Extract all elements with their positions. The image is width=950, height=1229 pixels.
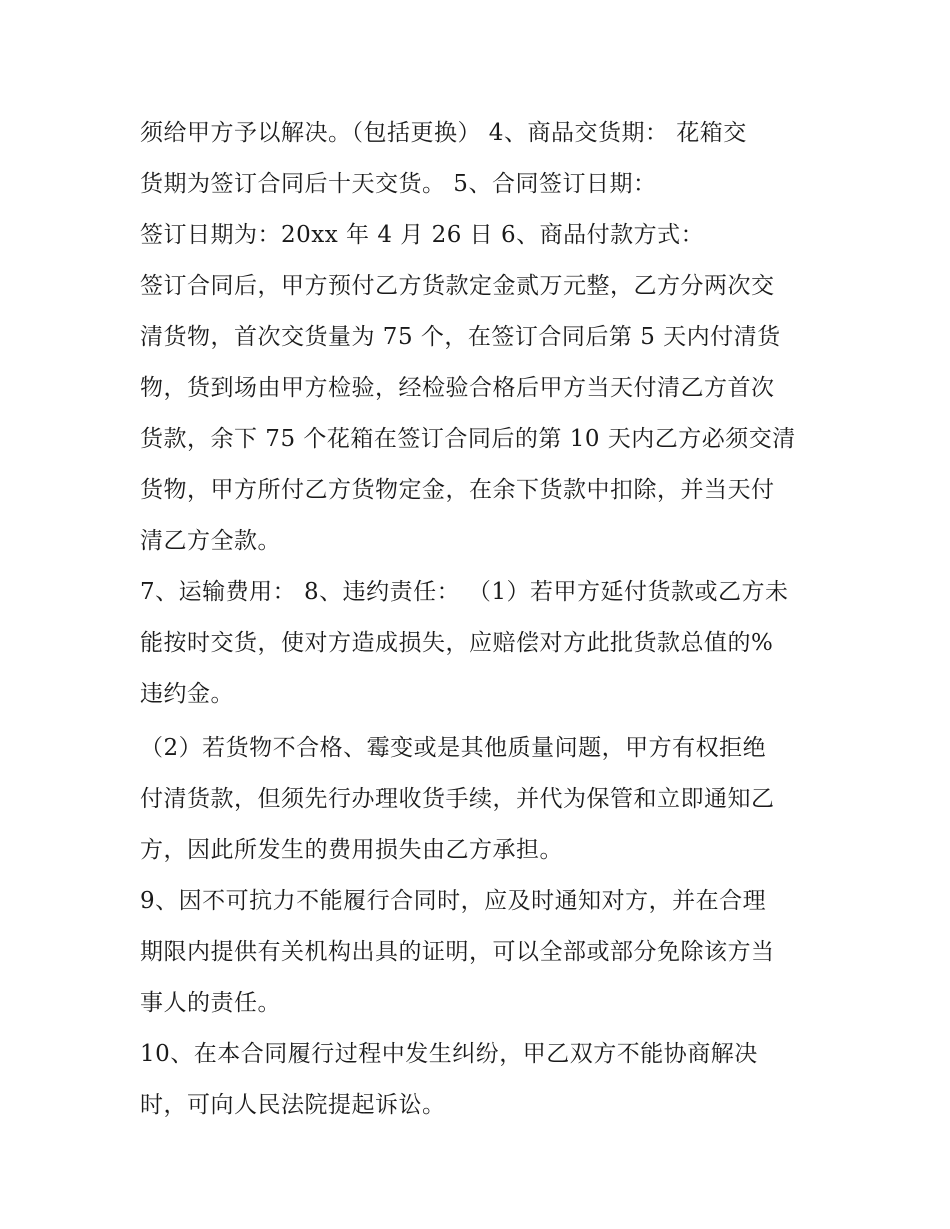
text-line: 时，可向人民法院提起诉讼。 [140, 1092, 446, 1118]
text-line: 付清货款，但须先行办理收货手续，并代为保管和立即通知乙 [140, 786, 775, 812]
text-line: 违约金。 [140, 681, 234, 707]
text-line: 7、运输费用： 8、违约责任： （1）若甲方延付货款或乙方未 [140, 579, 789, 605]
text-line: 清货物，首次交货量为 75 个，在签订合同后第 5 天内付清货 [140, 324, 781, 350]
text-line: 9、因不可抗力不能履行合同时，应及时通知对方，并在合理 [140, 888, 767, 914]
text-line: 签订合同后，甲方预付乙方货款定金贰万元整，乙方分两次交 [140, 273, 775, 299]
text-line: 签订日期为：20xx 年 4 月 26 日 6、商品付款方式： [140, 222, 705, 248]
text-line: 物，货到场由甲方检验，经检验合格后甲方当天付清乙方首次 [140, 375, 775, 401]
text-line: 货期为签订合同后十天交货。 5、合同签订日期： [140, 171, 657, 197]
text-line: 事人的责任。 [140, 990, 281, 1016]
document-body [140, 108, 830, 1131]
text-line: 能按时交货，使对方造成损失，应赔偿对方此批货款总值的% [140, 630, 774, 656]
text-line: 10、在本合同履行过程中发生纠纷，甲乙双方不能协商解决 [140, 1041, 758, 1067]
text-line: 须给甲方予以解决。（包括更换） 4、商品交货期： 花箱交 [140, 120, 747, 146]
text-line: 货款，余下 75 个花箱在签订合同后的第 10 天内乙方必须交清 [140, 426, 796, 452]
text-line: 期限内提供有关机构出具的证明，可以全部或部分免除该方当 [140, 939, 775, 965]
text-line: 货物，甲方所付乙方货物定金，在余下货款中扣除，并当天付 [140, 477, 775, 503]
text-line: （2）若货物不合格、霉变或是其他质量问题，甲方有权拒绝 [140, 735, 767, 761]
text-line: 清乙方全款。 [140, 528, 281, 554]
text-line: 方，因此所发生的费用损失由乙方承担。 [140, 837, 563, 863]
